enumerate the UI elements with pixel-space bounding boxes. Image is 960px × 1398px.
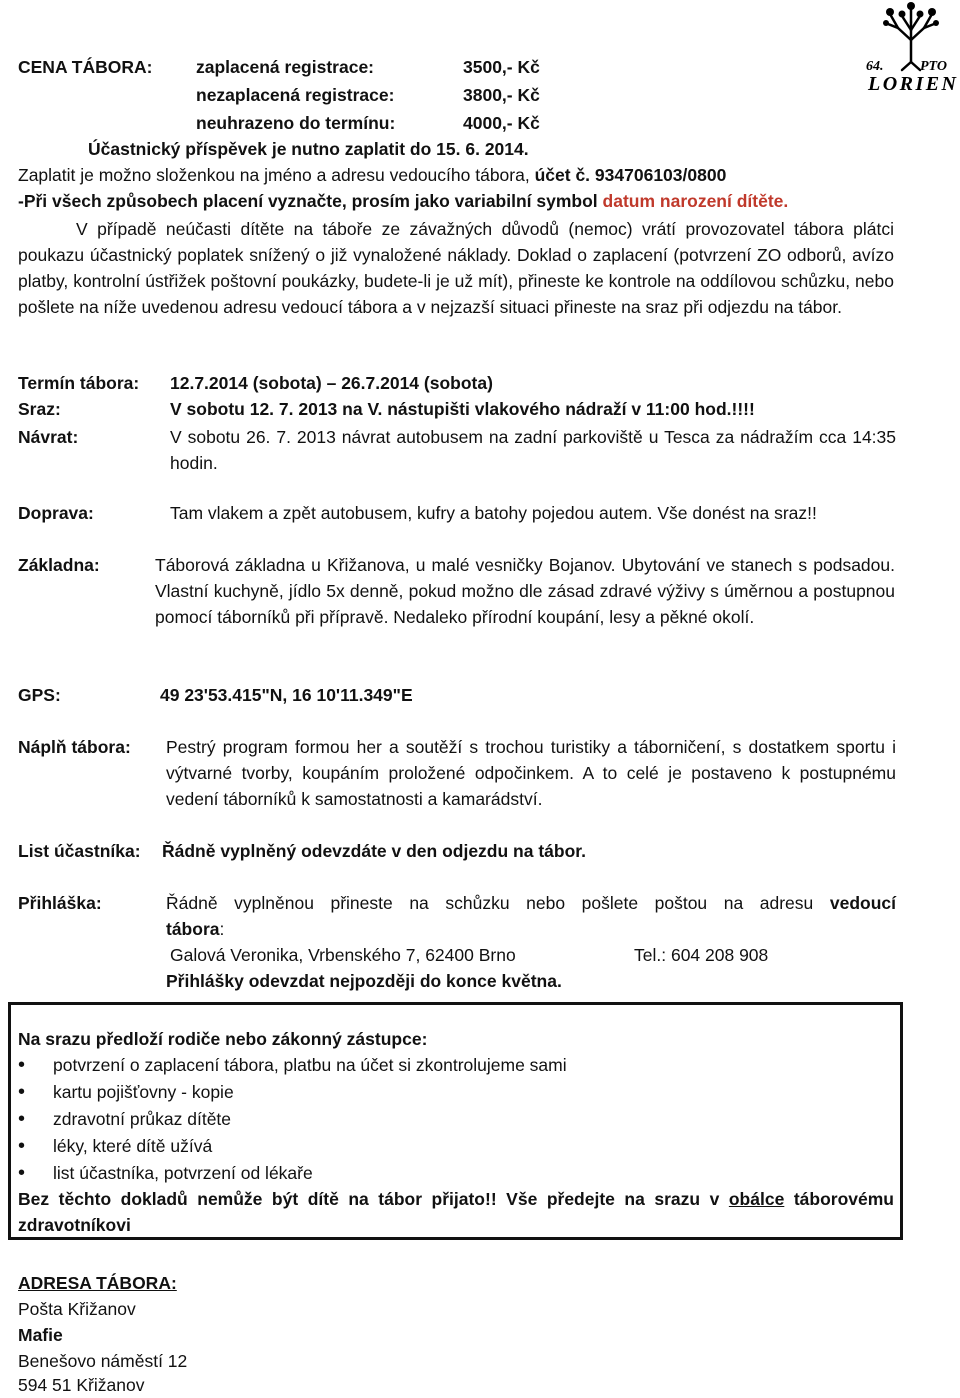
price-row-2-value: 3800,- Kč [463,85,540,105]
term-value: 12.7.2014 (sobota) – 26.7.2014 (sobota) [170,373,493,393]
price-label: CENA TÁBORA: [18,57,153,77]
bullet-icon: • [18,1162,26,1184]
price-row-1-value: 3500,- Kč [463,57,540,77]
troop-logo-tree-icon [862,0,960,98]
address-line-3: Benešovo náměstí 12 [18,1351,188,1371]
box-title: Na srazu předloží rodiče nebo zákonný zástupce: [18,1029,428,1049]
payment-text: Zaplatit je možno složenkou na jméno a adresu vedoucího tábora, účet č. 934706103/0800 [18,165,727,185]
participant-sheet-label: List účastníka: [18,841,141,861]
term-label: Termín tábora: [18,373,140,393]
bullet-icon: • [18,1135,26,1157]
box-warning: Bez těchto dokladů nemůže být dítě na tábor přijato!! Vše předejte na srazu v obálce táborovému [18,1189,894,1209]
application-deadline: Přihlášky odevzdat nejpozději do konce května. [166,971,562,991]
program-value: Pestrý program formou her a soutěží s trochou turistiky a táborničení, s dostatkem sportu i výtvarné tvorby, koupáním proložené odpočinkem. A to celé je postaveno k postupnému vedení táborníků k samostatnosti a kamarádství. [166,737,896,809]
box-warning-line2: zdravotníkovi [18,1215,131,1235]
meet-label: Sraz: [18,399,61,419]
transport-label: Doprava: [18,503,94,523]
application-text: Řádně vyplněnou přineste na schůzku nebo pošlete poštou na adresu vedoucí [166,893,896,913]
bullet-icon: • [18,1054,26,1076]
deadline-note: Účastnický příspěvek je nutno zaplatit do 15. 6. 2014. [88,139,529,159]
application-label: Přihláška: [18,893,102,913]
bullet-icon: • [18,1081,26,1103]
price-row-1-name: zaplacená registrace: [196,57,375,77]
base-label: Základna: [18,555,100,575]
envelope-word: obálce [728,1189,785,1209]
address-line-1: Pošta Křižanov [18,1299,136,1319]
bullet-icon: • [18,1108,26,1130]
price-row-3-name: neuhrazeno do termínu: [196,113,396,133]
participant-sheet-value: Řádně vyplněný odevzdáte v den odjezdu na tábor. [162,841,586,861]
logo-abbr: PTO [920,59,947,74]
application-text-line2: tábora: [166,919,225,939]
logo-name: LORIEN [868,73,956,95]
program-label: Náplň tábora: [18,737,131,757]
address-title: ADRESA TÁBORA: [18,1273,177,1293]
refund-text: V případě neúčasti dítěte na táboře ze závažných důvodů (nemoc) vrátí provozovatel tábora plátci poukazu účastnický poplatek snížený o již vynaložené náklady. Doklad o zaplacení (potvrzení ZO odborů, avízo platby, kontrolní ústřižek poštovní poukázky, budete-li je už mít), přineste ke kontrole na oddílovou schůzku, nebo pošlete na níže uvedenou adresu vedoucí tábora a v nejzazší situaci přineste na sraz při odjezdu na tábor. [18,219,894,317]
variable-symbol-value: datum narození dítěte. [602,191,789,211]
return-value: V sobotu 26. 7. 2013 návrat autobusem na zadní parkoviště u Tesca za nádražím cca 14:35 hodin. [170,427,896,473]
address-line-4: 594 51 Křižanov [18,1375,145,1395]
logo-number: 64. [866,59,884,74]
account-number: 934706103/0800 [594,165,727,185]
gps-label: GPS: [18,685,61,705]
application-address: Galová Veronika, Vrbenského 7, 62400 Brno [170,945,516,965]
application-phone: Tel.: 604 208 908 [634,945,769,965]
base-value: Táborová základna u Křižanova, u malé vesničky Bojanov. Ubytování ve stanech s podsadou. Vlastní kuchyně, jídlo 5x denně, pokud možno dle zásad zdravé výživy s úměrnou a postupnou pomocí táborníků při přípravě. Nedaleko přírodní koupání, lesy a pěkné okolí. [155,555,895,627]
price-row-2-name: nezaplacená registrace: [196,85,395,105]
deadline-date: 15. 6. 2014. [436,139,529,159]
address-line-2: Mafie [18,1325,63,1345]
variable-symbol-text: -Při všech způsobech placení vyznačte, prosím jako variabilní symbol datum narození dítěte. [18,191,789,211]
price-row-3-value: 4000,- Kč [463,113,540,133]
gps-value: 49 23'53.415"N, 16 10'11.349"E [160,685,413,705]
return-label: Návrat: [18,427,79,447]
transport-value: Tam vlakem a zpět autobusem, kufry a batohy pojedou autem. Vše donést na sraz!! [170,503,817,523]
meet-value: V sobotu 12. 7. 2013 na V. nástupišti vlakového nádraží v 11:00 hod.!!!! [170,399,755,419]
